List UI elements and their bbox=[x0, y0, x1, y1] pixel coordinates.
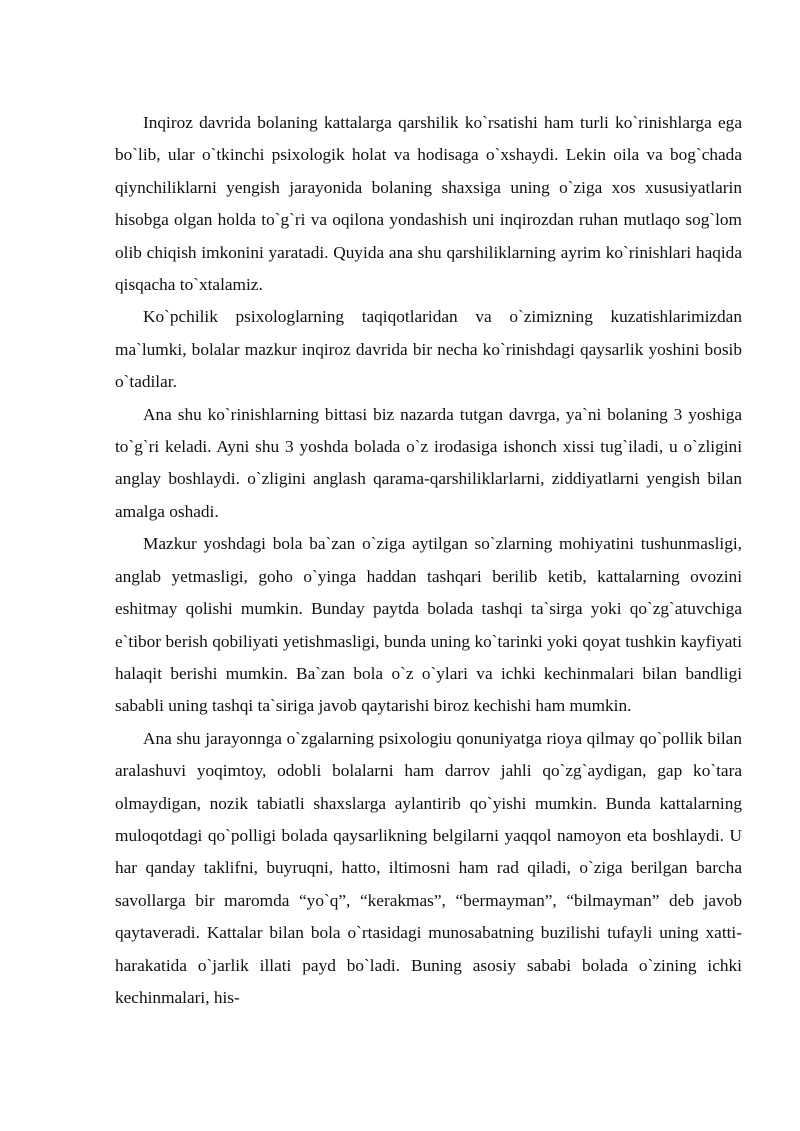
paragraph-2: Ko`pchilik psixologlarning taqiqotlaridan va o`zimizning kuzatishlarimizdan ma`lumki, bolalar mazkur inqiroz davrida bir necha ko`rinishdagi qaysarlik yoshini bosib o`tadilar. bbox=[115, 307, 742, 392]
paragraph-4: Mazkur yoshdagi bola ba`zan o`ziga aytilgan so`zlarning mohiyatini tushunmasligi, anglab yetmasligi, goho o`yinga haddan tashqari berilib ketib, kattalarning ovozini eshitmay qolishi mumkin. Bunday paytda bolada tashqi ta`sirga yoki qo`zg`atuvchiga e`tibor berish qobiliyati yetishmasligi, bunda uning ko`tarinki yoki qoyat tushkin kayfiyati halaqit berishi mumkin. Ba`zan bola o`z o`ylari va ichki kechinmalari bilan bandligi sababli uning tashqi ta`siriga javob qaytarishi biroz kechishi ham mumkin. bbox=[115, 534, 742, 716]
paragraph-5: Ana shu jarayonnga o`zgalarning psixologiu qonuniyatga rioya qilmay qo`pollik bilan aralashuvi yoqimtoy, odobli bolalarni ham darrov jahli qo`zg`aydigan, gap ko`tara olmaydigan, nozik tabiatli shaxslarga aylantirib qo`yishi mumkin. Bunda kattalarning muloqotdagi qo`polligi bolada qaysarlikning belgilarni yaqqol namoyon eta boshlaydi. U har qanday taklifni, buyruqni, hatto, iltimosni ham rad qiladi, o`ziga berilgan barcha savollarga bir maromda “yo`q”, “kerakmas”, “bermayman”, “bilmayman” deb javob qaytaveradi. Kattalar bilan bola o`rtasidagi munosabatning buzilishi tufayli uning xatti-harakatida o`jarlik illati payd bo`ladi. Buning asosiy sababi bolada o`zining ichki kechinmalari, his- bbox=[115, 728, 742, 1007]
paragraph-1: Inqiroz davrida bolaning kattalarga qarshilik ko`rsatishi ham turli ko`rinishlarga ega bo`lib, ular o`tkinchi psixologik holat va hodisaga o`xshaydi. Lekin oila va bog`chada qiynchiliklarni yengish jarayonida bolaning shaxsiga uning o`ziga xos xususiyatlarin hisobga olgan holda to`g`ri va oqilona yondashish uni inqirozdan ruhan mutlaqo sog`lom olib chiqish imkonini yaratadi. Quyida ana shu qarshiliklarning ayrim ko`rinishlari haqida qisqacha to`xtalamiz. bbox=[115, 113, 742, 295]
document-page bbox=[115, 107, 742, 1014]
paragraph-3: Ana shu ko`rinishlarning bittasi biz nazarda tutgan davrga, ya`ni bolaning 3 yoshiga to`g`ri keladi. Ayni shu 3 yoshda bolada o`z irodasiga ishonch xissi tug`iladi, u o`zligini anglay boshlaydi. o`zligini anglash qarama-qarshiliklarlarni, ziddiyatlarni yengish bilan amalga oshadi. bbox=[115, 404, 742, 521]
